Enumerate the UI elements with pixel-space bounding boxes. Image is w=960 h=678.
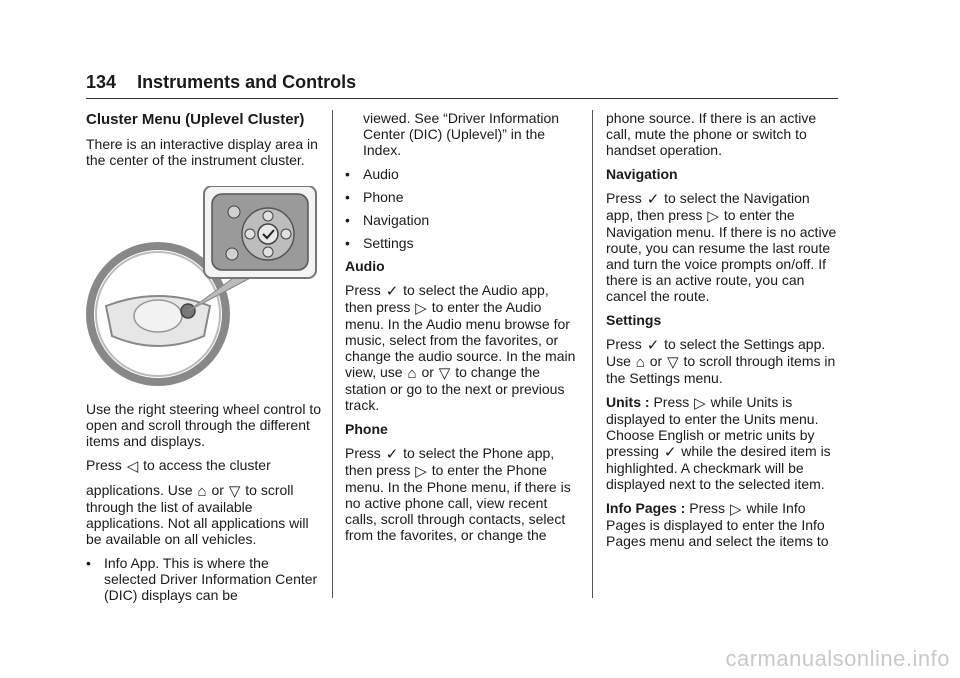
text: while Info [746,500,806,516]
section-title: Cluster Menu (Uplevel Cluster) [86,111,305,128]
text: then press [345,462,411,478]
bullet-item [345,189,581,205]
bullet-text: Navigation [363,212,430,228]
bullet-item [86,555,322,603]
text: menu. In the Audio menu browse for music, select from the favorites, or change the audio source. In the [345,316,570,364]
check-icon: ✓ [646,337,660,354]
text: while the desired item is [681,443,831,459]
text: or [649,353,663,369]
apps-paragraph [86,482,322,547]
watermark: carmanualsonline.info [725,646,950,671]
text: to enter the [723,207,795,223]
units-label: Units : [606,394,650,410]
text: to select the Phone app, [403,445,555,461]
info-pages-paragraph [606,500,842,549]
text: to select the Audio app, [403,282,549,298]
bullet-text: Info App. This is where the selected Driver Information Center (DIC) displays can be [104,555,318,603]
check-icon: ✓ [385,283,399,300]
press-line [86,457,322,474]
up-arrow-icon: ⌂ [197,483,207,500]
text: app, then press [606,207,703,223]
bullet-item [345,166,581,182]
units-paragraph [606,394,842,492]
text: Press [345,282,381,298]
text: Navigation menu. If there is no active route, you can resume the last route and turn the voice prompts on/off. If there is an active route, you can cancel the route. [606,224,837,304]
page-number: 134 [86,72,117,92]
phone-paragraph [345,445,581,543]
down-arrow-icon: ▽ [438,365,451,382]
text: to access the cluster [143,457,271,473]
text: to select the Navigation [664,190,810,206]
bullet-text: Phone [363,189,404,205]
text: Pages is displayed to enter the Info Pages menu and select the items to [606,517,829,549]
bullet-dot: • [86,555,91,571]
column-2 [345,110,581,551]
text: the station or go to the next or previous track. [345,364,565,413]
text: to change [455,364,517,380]
check-icon: ✓ [646,191,660,208]
bullet-item [345,212,581,228]
right-arrow-icon: ▷ [729,501,742,518]
text: or [421,364,434,380]
text: or [211,482,224,498]
text: Press [606,190,642,206]
page-header [86,72,356,93]
text: to select the Settings app. [664,336,826,352]
navigation-heading: Navigation [606,166,678,182]
header-rule [86,98,838,99]
text: to enter the Phone [431,462,547,478]
text: pressing [606,443,659,459]
column-divider [332,110,333,598]
settings-paragraph [606,336,842,386]
text: Press [689,500,726,516]
text: in the Settings menu. [606,353,836,386]
bullet-dot: • [345,166,350,182]
text: Press [345,445,381,461]
text: Use [606,353,631,369]
down-arrow-icon: ▽ [667,354,679,371]
page-title: Instruments and Controls [137,72,357,92]
steering-wheel-illustration [86,186,322,386]
column-divider [592,110,593,598]
info-pages-label: Info Pages : [606,500,686,516]
column-1 [86,110,322,610]
phone-heading: Phone [345,421,388,437]
continued-text: viewed. See “Driver Information Center (DIC) (Uplevel)” in the Index. [363,110,560,158]
navigation-paragraph [606,190,842,304]
continued-text: phone source. If there is an active call, mute the phone or switch to handset operation. [606,110,817,158]
bullet-dot: • [345,189,350,205]
up-arrow-icon: ⌂ [635,354,645,371]
bullet-dot: • [345,212,350,228]
text: highlighted. A checkmark will be displayed next to the selected item. [606,460,825,492]
text: displayed to enter the Units menu. Choose English or metric units by [606,411,819,443]
text: then press [345,299,411,315]
right-arrow-icon: ▷ [707,208,719,225]
down-arrow-icon: ▽ [228,483,241,500]
text: to scroll through items [683,353,821,369]
right-arrow-icon: ▷ [415,463,427,480]
audio-paragraph [345,282,581,413]
bullet-text: Audio [363,166,399,182]
right-arrow-icon: ▷ [694,395,706,412]
audio-heading: Audio [345,258,385,274]
column-3 [606,110,842,557]
intro-paragraph: There is an interactive display area in the center of the instrument cluster. [86,136,318,168]
check-icon: ✓ [385,446,399,463]
settings-heading: Settings [606,312,662,328]
use-paragraph: Use the right steering wheel control to open and scroll through the different items and displays. [86,401,322,449]
bullet-dot: • [345,235,350,251]
text: through the list of available applications. Not all applications will be available on all vehicles. [86,499,309,547]
text: Press [86,457,122,473]
text: to enter the Audio [431,299,542,315]
up-arrow-icon: ⌂ [407,365,417,382]
text: applications. Use [86,482,193,498]
text: while Units is [710,394,793,410]
bullet-text: Settings [363,235,414,251]
text: Press [653,394,690,410]
right-arrow-icon: ▷ [415,300,427,317]
text: Press [606,336,642,352]
left-arrow-icon: ◁ [126,458,139,475]
text: menu. In the Phone menu, if there is no active phone call, view recent calls, scroll through contacts, select from the favorites, or change the [345,479,571,543]
bullet-item [345,235,581,251]
text: main view, use [345,348,576,380]
text: to scroll [245,482,294,498]
check-icon: ✓ [663,444,677,461]
